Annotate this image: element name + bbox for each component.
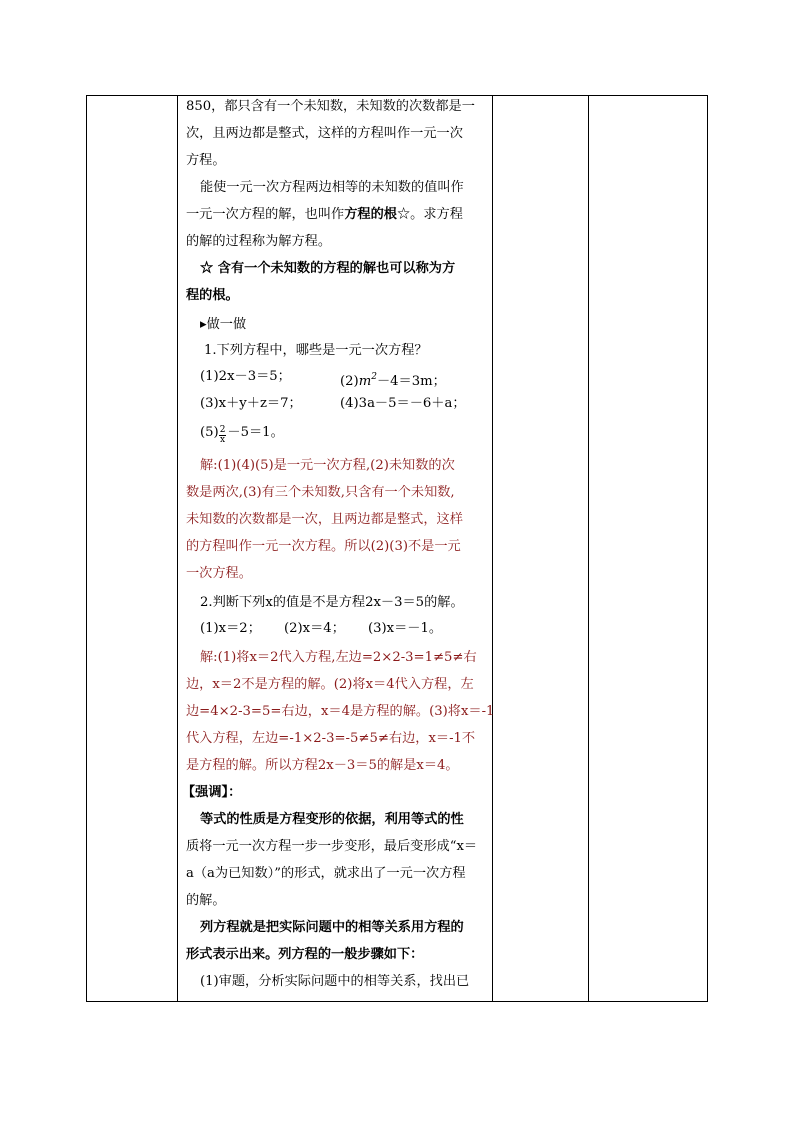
solution-line: 解:(1)(4)(5)是一元一次方程,(2)未知数的次 <box>200 458 455 473</box>
emphasis-line: 等式的性质是方程变形的依据，利用等式的性 <box>200 812 464 827</box>
option-1: (1)x＝2； <box>200 621 261 636</box>
text-line: 的解的过程称为解方程。 <box>186 234 332 249</box>
emphasis-line: 形式表示出来。列方程的一般步骤如下： <box>186 947 424 962</box>
eq-label: (5) <box>200 425 219 440</box>
eq-exponent: 2 <box>371 372 377 382</box>
text-line <box>186 206 463 224</box>
text-line: a（a为已知数）”的形式，就求出了一元一次方程 <box>186 866 466 881</box>
text-line: 方程。 <box>186 153 226 168</box>
table-right-border <box>707 95 708 1002</box>
fraction <box>219 426 227 445</box>
solution-line: 一次方程。 <box>186 566 252 581</box>
eq-var: m <box>358 374 372 389</box>
note-line: ☆ 含有一个未知数的方程的解也可以称为方 <box>200 261 456 276</box>
eq-label: (2) <box>340 374 359 389</box>
text-fragment: 一元一次方程的解，也叫作 <box>186 207 345 222</box>
option-2: (2)x＝4； <box>284 621 345 636</box>
solution-line: 数是两次,(3)有三个未知数,只含有一个未知数, <box>186 485 455 500</box>
table-top-border <box>86 95 708 96</box>
column-divider-3 <box>588 95 589 1002</box>
emphasis-heading: 【强调】： <box>182 785 242 800</box>
question-1: 1.下列方程中，哪些是一元一次方程？ <box>204 343 428 358</box>
equation-3: (3)x＋y＋z＝7； <box>200 396 302 411</box>
eq-rest: －5＝1。 <box>227 425 284 440</box>
text-line: (1)审题，分析实际问题中的相等关系，找出已 <box>200 974 470 989</box>
option-3: (3)x＝－1。 <box>368 621 443 636</box>
text-fragment: ☆。求方程 <box>397 207 463 222</box>
text-line: 质将一元一次方程一步一步变形，最后变形成“x＝ <box>186 839 478 854</box>
solution-line: 边=4×2-3=5=右边，x＝4是方程的解。(3)将x＝-1 <box>186 704 495 719</box>
eq-rest: －4＝3m； <box>376 374 446 389</box>
solution-line: 代入方程，左边=-1×2-3=-5≠5≠右边，x＝-1不 <box>186 731 476 746</box>
text-line: 次，且两边都是整式，这样的方程叫作一元一次 <box>186 126 463 141</box>
solution-line: 是方程的解。所以方程2x－3＝5的解是x＝4。 <box>186 758 459 773</box>
question-2: 2.判断下列x的值是不是方程2x－3＝5的解。 <box>200 595 464 610</box>
column-divider-1 <box>177 95 178 1002</box>
note-line: 程的根。 <box>186 288 239 303</box>
section-heading: ▸做一做 <box>200 317 247 332</box>
text-line: 能使一元一次方程两边相等的未知数的值叫作 <box>200 180 464 195</box>
solution-line: 解:(1)将x＝2代入方程,左边=2×2-3=1≠5≠右 <box>200 650 477 665</box>
text-line: 的解。 <box>186 893 226 908</box>
column-divider-2 <box>492 95 493 1002</box>
equation-1: (1)2x－3＝5； <box>200 369 291 384</box>
solution-line: 未知数的次数都是一次，且两边都是整式，这样 <box>186 512 463 527</box>
solution-line: 边，x＝2不是方程的解。(2)将x＝4代入方程，左 <box>186 677 474 692</box>
table-left-border <box>86 95 87 1002</box>
fraction-numerator: 2 <box>219 425 226 435</box>
emphasis-line: 列方程就是把实际问题中的相等关系用方程的 <box>200 920 464 935</box>
bold-term: 方程的根 <box>344 207 397 222</box>
equation-5 <box>200 424 284 445</box>
text-line: 850，都只含有一个未知数，未知数的次数都是一 <box>186 99 475 114</box>
equation-4: (4)3a－5＝－6＋a； <box>340 396 466 411</box>
solution-line: 的方程叫作一元一次方程。所以(2)(3)不是一元 <box>186 539 461 554</box>
fraction-denominator: x <box>220 435 226 445</box>
equation-2 <box>340 368 446 391</box>
table-bottom-border <box>86 1001 708 1002</box>
